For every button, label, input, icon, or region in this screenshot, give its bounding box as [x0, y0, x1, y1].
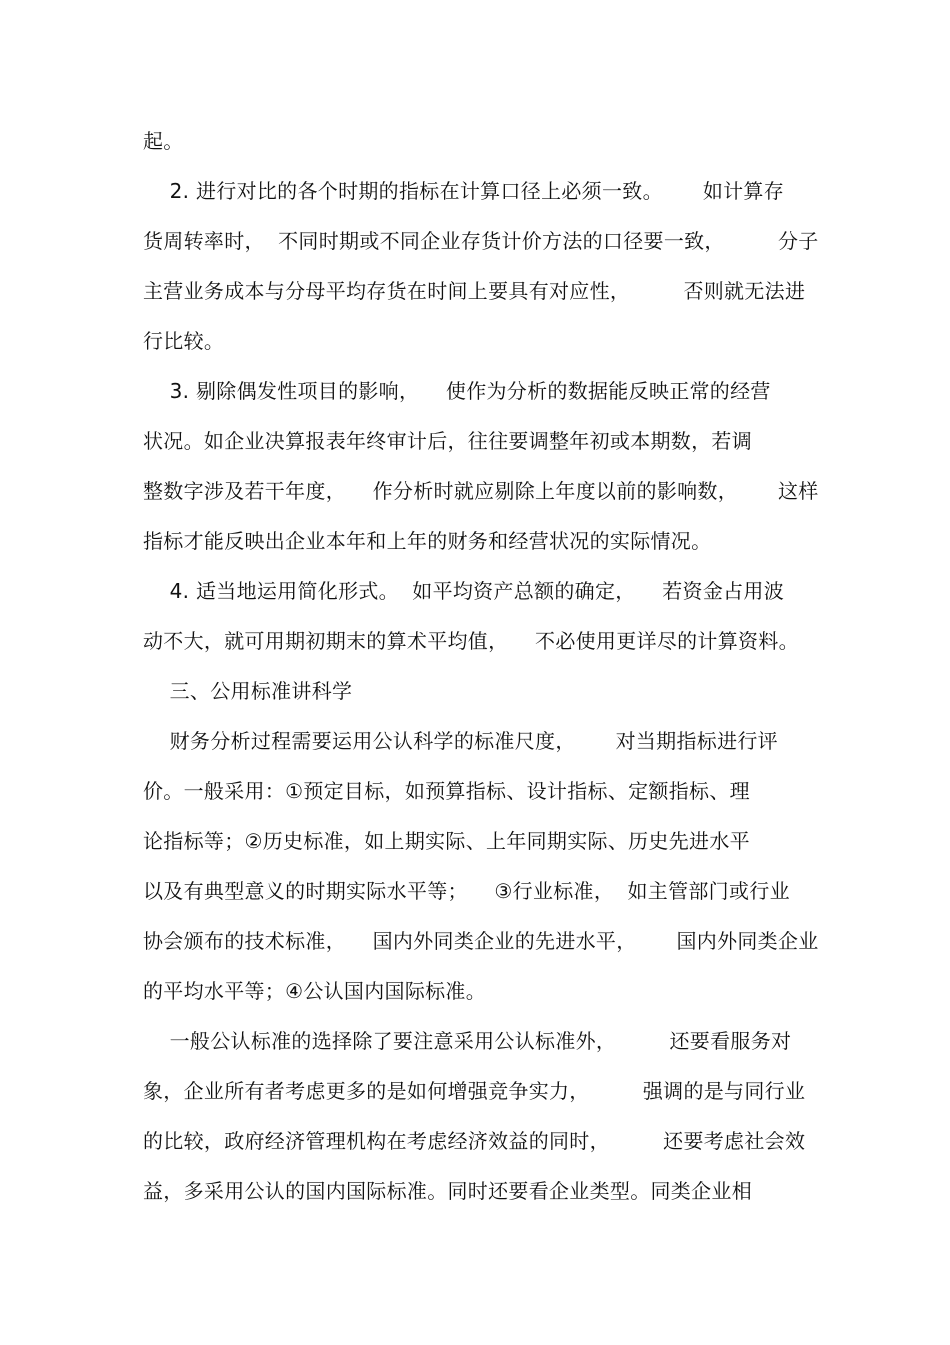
text-line: 指标才能反映出企业本年和上年的财务和经营状况的实际情况。 — [143, 529, 712, 553]
text-line: 货周转率时， 不同时期或不同企业存货计价方法的口径要一致， 分子 — [143, 229, 819, 253]
text-line: 一般公认标准的选择除了要注意采用公认标准外， 还要看服务对 — [143, 1029, 792, 1053]
section-heading: 三、公用标准讲科学 — [143, 679, 353, 703]
text-line: 3. 剔除偶发性项目的影响， 使作为分析的数据能反映正常的经营 — [143, 379, 771, 403]
text-line: 4. 适当地运用简化形式。 如平均资产总额的确定， 若资金占用波 — [143, 579, 785, 603]
text-line: 动不大，就可用期初期末的算术平均值， 不必使用更详尽的计算资料。 — [143, 629, 799, 653]
text-line: 的平均水平等；④公认国内国际标准。 — [143, 979, 487, 1003]
text-line: 象，企业所有者考虑更多的是如何增强竞争实力， 强调的是与同行业 — [143, 1079, 806, 1103]
text-line: 益，多采用公认的国内国际标准。同时还要看企业类型。同类企业相 — [143, 1179, 752, 1203]
text-line: 整数字涉及若干年度， 作分析时就应剔除上年度以前的影响数， 这样 — [143, 479, 819, 503]
text-line: 以及有典型意义的时期实际水平等； ③行业标准， 如主管部门或行业 — [143, 879, 790, 903]
text-line: 状况。如企业决算报表年终审计后，往往要调整年初或本期数，若调 — [143, 429, 752, 453]
text-line: 主营业务成本与分母平均存货在时间上要具有对应性， 否则就无法进 — [143, 279, 806, 303]
text-line: 财务分析过程需要运用公认科学的标准尺度， 对当期指标进行评 — [143, 729, 778, 753]
text-line: 价。一般采用：①预定目标，如预算指标、设计指标、定额指标、理 — [143, 779, 750, 803]
text-line: 2. 进行对比的各个时期的指标在计算口径上必须一致。 如计算存 — [143, 179, 785, 203]
text-line: 的比较，政府经济管理机构在考虑经济效益的同时， 还要考虑社会效 — [143, 1129, 806, 1153]
text-line: 协会颁布的技术标准， 国内外同类企业的先进水平， 国内外同类企业 — [143, 929, 819, 953]
text-line: 行比较。 — [143, 329, 225, 353]
text-line: 论指标等；②历史标准，如上期实际、上年同期实际、历史先进水平 — [143, 829, 750, 853]
text-line: 起。 — [143, 129, 184, 153]
